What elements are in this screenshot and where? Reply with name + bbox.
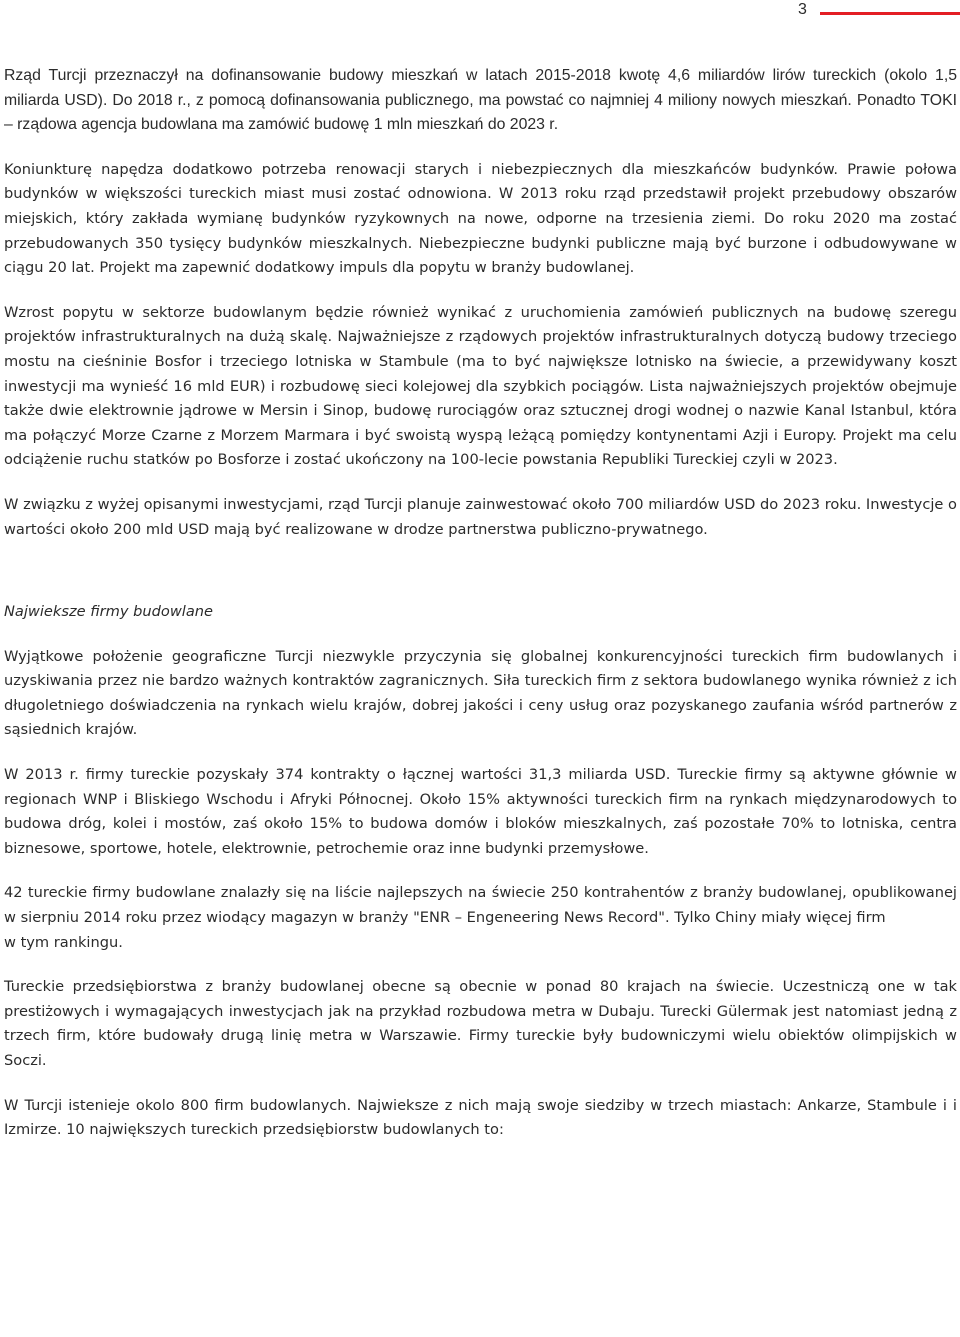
page-number: 3	[798, 1, 807, 18]
paragraph-contracts-2013: W 2013 r. firmy tureckie pozyskały 374 kontrakty o łącznej wartości 31,3 miliarda USD. Tureckie firmy są aktywne głównie w regionach WNP i Bliskiego Wschodu i Afryki Północnej. Około 15% aktywności tureckich firm na rynkach międzynarodowych to budowa dróg, kolei i mostów, zaś około 15% to budowa domów i bloków mieszkalnych, zaś pozostałe 70% to lotniska, centra biznesowe, sportowe, hotele, elektrownie, petrochemie oraz inne budynki przemysłowe.	[4, 766, 957, 857]
paragraph-investment-plan: W związku z wyżej opisanymi inwestycjami, rząd Turcji planuje zainwestować około 700 miliardów USD do 2023 roku. Inwestycje o wartości około 200 mld USD mają być realizowane w drodze partnerstwa publiczno-prywatnego.	[4, 495, 957, 538]
paragraph-enr-ranking	[4, 881, 957, 955]
paragraph-renovation: Koniunkturę napędza dodatkowo potrzeba renowacji starych i niebezpiecznych dla mieszkańców budynków. Prawie połowa budynków w większości tureckich miast musi zostać odnowiona. W 2013 roku rząd przedstawił projekt przebudowy obszarów miejskich, który zakłada wymianę budynków ryzykownych na nowe, odporne na trzesienia ziemi. Do roku 2020 ma zostać przebudowanych 350 tysięcy budynków mieszkalnych. Niebezpieczne budynki publiczne mają być burzone i odbudowywane w ciągu 20 lat. Projekt ma zapewnić dodatkowy impuls dla popytu w branży budowlanej.	[4, 160, 957, 277]
paragraph-enr-ranking-line1: 42 tureckie firmy budowlane znalazły się na liście najlepszych na świecie 250 kontrahentów z branży budowlanej, opublikowanej w sierpniu 2014 roku przez wiodący magazyn w branży "ENR – Engeneering News Record". Tylko Chiny miały więcej firm	[4, 884, 957, 927]
document-body	[4, 64, 957, 1143]
paragraph-housing-funding: Rząd Turcji przeznaczył na dofinansowanie budowy mieszkań w latach 2015-2018 kwotę 4,6 miliardów lirów tureckich (okolo 1,5 miliarda USD). Do 2018 r., z pomocą dofinansowania publicznego, ma powstać co najmniej 4 miliony nowych mieszkań. Ponadto TOKI – rządowa agencja budowlana ma zamówić budowę 1 mln mieszkań do 2023 r.	[4, 67, 957, 134]
paragraph-geography: Wyjątkowe położenie geograficzne Turcji niezwykle przyczynia się globalnej konkurencyjności tureckich firm budowlanych i uzyskiwania przez nie bardzo ważnych kontraktów zagranicznych. Siła tureckich firm z sektora budowlanego wynika również z ich długoletniego doświadczenia na rynkach wielu krajów, dobrej jakości i ceny usług oraz pozyskanego zaufania wśród partnerów z sąsiednich krajów.	[4, 647, 957, 739]
paragraph-foreign-presence: Tureckie przedsiębiorstwa z branży budowlanej obecne są obecnie w ponad 80 krajach na świecie. Uczestniczą one w tak prestiżowych i wymagających inwestycjach jak na przykład rozbudowa metra w Dubaju. Turecki Gülermak jest natomiast jedną z trzech firm, które budowały drugą linię metra w Warszawie. Firmy tureckie były budowniczymi wielu obiektów olimpijskich w Soczi.	[4, 978, 957, 1069]
paragraph-infrastructure: Wzrost popytu w sektorze budowlanym będzie również wynikać z uruchomienia zamówień publicznych na budowę szeregu projektów infrastrukturalnych na dużą skalę. Najważniejsze z rządowych projektów infrastrukturalnych dotyczą budowy trzeciego mostu na cieśninie Bosfor i trzeciego lotniska w Stambule (ma to być największe lotnisko na świecie, a przewidywany koszt inwestycji ma wynieść 16 mld EUR) i rozbudowę sieci kolejowej dla szybkich pociągów. Lista najważniejszych projektów obejmuje także dwie elektrownie jądrowe w Mersin i Sinop, budowę rurociągów oraz sztucznej drogi wodnej o nazwie Kanal Istanbul, która ma połączyć Morze Czarne z Morzem Marmara i być swoistą wyspą leżącą pomiędzy kontynentami Azji i Europy. Projekt ma celu odciążenie ruchu statków po Bosforze i zostać ukończony na 100-lecie powstania Republiki Tureckiej czyli w 2023.	[4, 303, 957, 469]
paragraph-company-count: W Turcji istenieje okolo 800 firm budowlanych. Najwieksze z nich mają swoje siedziby w trzech miastach: Ankarze, Stambule i i Izmirze. 10 największych tureckich przedsiębiorstw budowlanych to:	[4, 1096, 957, 1139]
header-accent-rule	[820, 12, 960, 15]
paragraph-enr-ranking-line2: w tym rankingu.	[4, 933, 123, 951]
section-heading: Najwieksze firmy budowlane	[4, 603, 214, 621]
